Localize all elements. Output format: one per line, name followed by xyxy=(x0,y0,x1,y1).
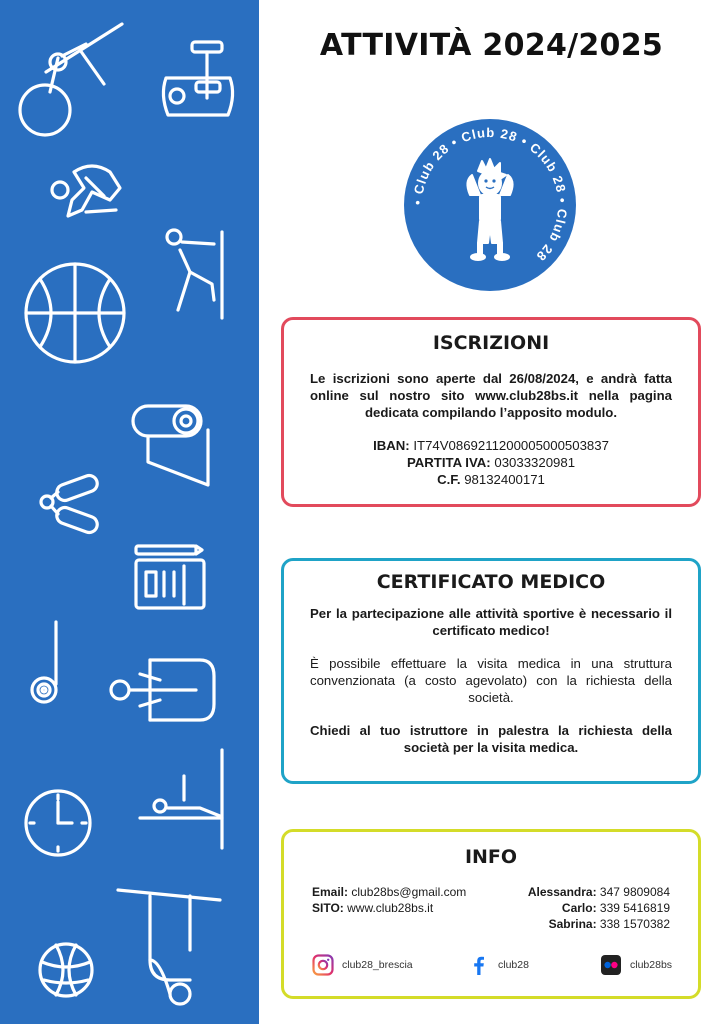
social-handle: club28bs xyxy=(630,959,673,971)
yoga-pose-icon xyxy=(52,166,120,216)
certificato-title: CERTIFICATO MEDICO xyxy=(376,571,606,593)
page-title: ATTIVITÀ 2024/2025 xyxy=(319,28,664,63)
club-logo-graphic xyxy=(402,117,578,293)
sit-up-icon xyxy=(111,660,214,720)
certificato-visit-info: È possibile effettuare la visita medica in una struttura convenzionata (a costo agevolato) con la richiesta della società. xyxy=(310,656,672,705)
kettlebell-icon xyxy=(163,42,232,115)
site-line xyxy=(312,900,466,916)
info-columns xyxy=(284,884,698,932)
iban-value: IT74V0869211200005000503837 xyxy=(413,438,609,453)
pull-up-icon xyxy=(140,750,222,848)
email-line xyxy=(312,884,466,900)
piva-value: 03033320981 xyxy=(494,455,576,470)
site-label: SITO: xyxy=(312,901,344,915)
info-contacts xyxy=(528,884,670,932)
clock-icon xyxy=(26,791,90,855)
medicine-ball-icon xyxy=(40,944,92,996)
contact-name: Carlo: xyxy=(561,901,597,915)
email-label: Email: xyxy=(312,885,349,899)
contact-name: Alessandra: xyxy=(527,885,597,899)
social-instagram[interactable] xyxy=(312,954,413,976)
facebook-icon xyxy=(468,954,490,976)
email-value[interactable]: club28bs@gmail.com xyxy=(351,885,467,899)
iscrizioni-title: ISCRIZIONI xyxy=(432,332,550,354)
info-left xyxy=(312,884,466,932)
contact-line xyxy=(528,916,670,932)
hand-grip-icon xyxy=(41,473,99,534)
certificato-requirement: Per la partecipazione alle attività sportive è necessario il certificato medico! xyxy=(310,606,672,638)
site-link[interactable]: www.club28bs.it xyxy=(347,901,434,915)
iban-label: IBAN: xyxy=(373,438,410,453)
info-title: INFO xyxy=(464,846,518,868)
iban-line xyxy=(284,437,698,454)
contact-line xyxy=(528,884,670,900)
sidebar-illustrations xyxy=(0,0,259,1024)
piva-label: PARTITA IVA: xyxy=(406,455,491,470)
social-links xyxy=(284,954,698,980)
flickr-icon xyxy=(600,954,622,976)
notebook-icon xyxy=(136,546,204,608)
basketball-icon xyxy=(26,264,124,362)
stretching-icon xyxy=(167,230,222,318)
piva-line xyxy=(284,454,698,471)
social-flickr[interactable] xyxy=(600,954,672,976)
jump-rope-icon xyxy=(32,622,56,702)
iscrizioni-text: Le iscrizioni sono aperte dal 26/08/2024, e andrà fatta online sul nostro sito www.club28bs.it nella pagina dedicata compilando l’apposito modulo. xyxy=(310,371,672,420)
contact-phone[interactable]: 338 1570382 xyxy=(599,917,670,931)
exercise-machine-icon xyxy=(20,24,122,135)
social-facebook[interactable] xyxy=(468,954,529,976)
sidebar-panel xyxy=(0,0,259,1024)
social-handle: club28 xyxy=(498,959,529,971)
trapeze-icon xyxy=(118,890,220,1004)
contact-line xyxy=(528,900,670,916)
cf-line xyxy=(284,471,698,488)
info-card xyxy=(281,829,701,999)
club-logo xyxy=(402,117,578,293)
certificato-instructor-note: Chiedi al tuo istruttore in palestra la richiesta della società per la visita medica. xyxy=(310,723,672,755)
cf-value: 98132400171 xyxy=(464,472,545,487)
contact-phone[interactable]: 339 5416819 xyxy=(599,901,670,915)
iscrizioni-card xyxy=(281,317,701,507)
contact-name: Sabrina: xyxy=(548,917,597,931)
contact-phone[interactable]: 347 9809084 xyxy=(599,885,670,899)
instagram-icon xyxy=(312,954,334,976)
certificato-card xyxy=(281,558,701,784)
logo-ring-text: • Club 28 • Club 28 • Club 28 • Club 28 xyxy=(409,124,571,265)
cf-label: C.F. xyxy=(437,472,461,487)
yoga-mat-icon xyxy=(133,406,208,485)
social-handle: club28_brescia xyxy=(342,959,413,971)
